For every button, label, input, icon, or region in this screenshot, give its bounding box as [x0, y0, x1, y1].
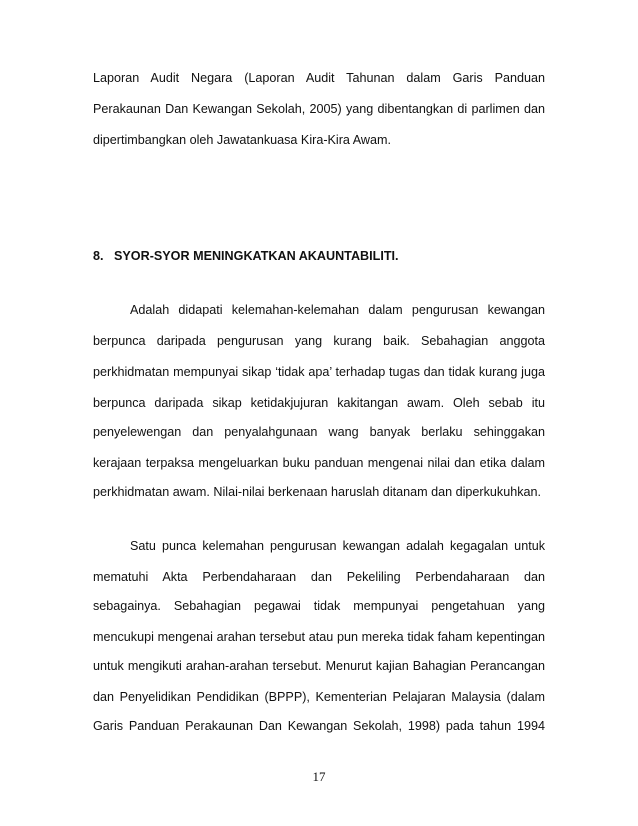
section-heading: 8. SYOR-SYOR MENINGKATKAN AKAUNTABILITI.	[93, 249, 399, 263]
paragraph-1-line-6: kerajaan terpaksa mengeluarkan buku panduan mengenai nilai dan etika dalam	[93, 456, 545, 470]
paragraph-1-line-1: Adalah didapati kelemahan-kelemahan dalam pengurusan kewangan	[130, 303, 545, 317]
paragraph-2-line-6: dan Penyelidikan Pendidikan (BPPP), Kementerian Pelajaran Malaysia (dalam	[93, 690, 545, 704]
paragraph-1-line-4: berpunca daripada sikap ketidakjujuran kakitangan awam. Oleh sebab itu	[93, 396, 545, 410]
paragraph-1-line-5: penyelewengan dan penyalahgunaan wang banyak berlaku sehinggakan	[93, 425, 545, 439]
paragraph-2-line-4: mencukupi mengenai arahan tersebut atau pun mereka tidak faham kepentingan	[93, 630, 545, 644]
paragraph-2-line-5: untuk mengikuti arahan-arahan tersebut. Menurut kajian Bahagian Perancangan	[93, 659, 545, 673]
intro-line-3: dipertimbangkan oleh Jawatankuasa Kira-Kira Awam.	[93, 133, 391, 147]
intro-line-1: Laporan Audit Negara (Laporan Audit Tahunan dalam Garis Panduan	[93, 71, 545, 85]
paragraph-2-line-7: Garis Panduan Perakaunan Dan Kewangan Sekolah, 1998) pada tahun 1994	[93, 719, 545, 733]
paragraph-1-line-3: perkhidmatan mempunyai sikap ‘tidak apa’ terhadap tugas dan tidak kurang juga	[93, 365, 545, 379]
page-number: 17	[312, 769, 326, 784]
paragraph-1-line-2: berpunca daripada pengurusan yang kurang baik. Sebahagian anggota	[93, 334, 545, 348]
paragraph-2-line-1: Satu punca kelemahan pengurusan kewangan adalah kegagalan untuk	[130, 539, 545, 553]
intro-line-2: Perakaunan Dan Kewangan Sekolah, 2005) yang dibentangkan di parlimen dan	[93, 102, 545, 116]
paragraph-1-line-7: perkhidmatan awam. Nilai-nilai berkenaan haruslah ditanam dan diperkukuhkan.	[93, 485, 542, 499]
paragraph-2-line-2: mematuhi Akta Perbendaharaan dan Pekeliling Perbendaharaan dan	[93, 570, 545, 584]
paragraph-2-line-3: sebagainya. Sebahagian pegawai tidak mempunyai pengetahuan yang	[93, 599, 545, 613]
